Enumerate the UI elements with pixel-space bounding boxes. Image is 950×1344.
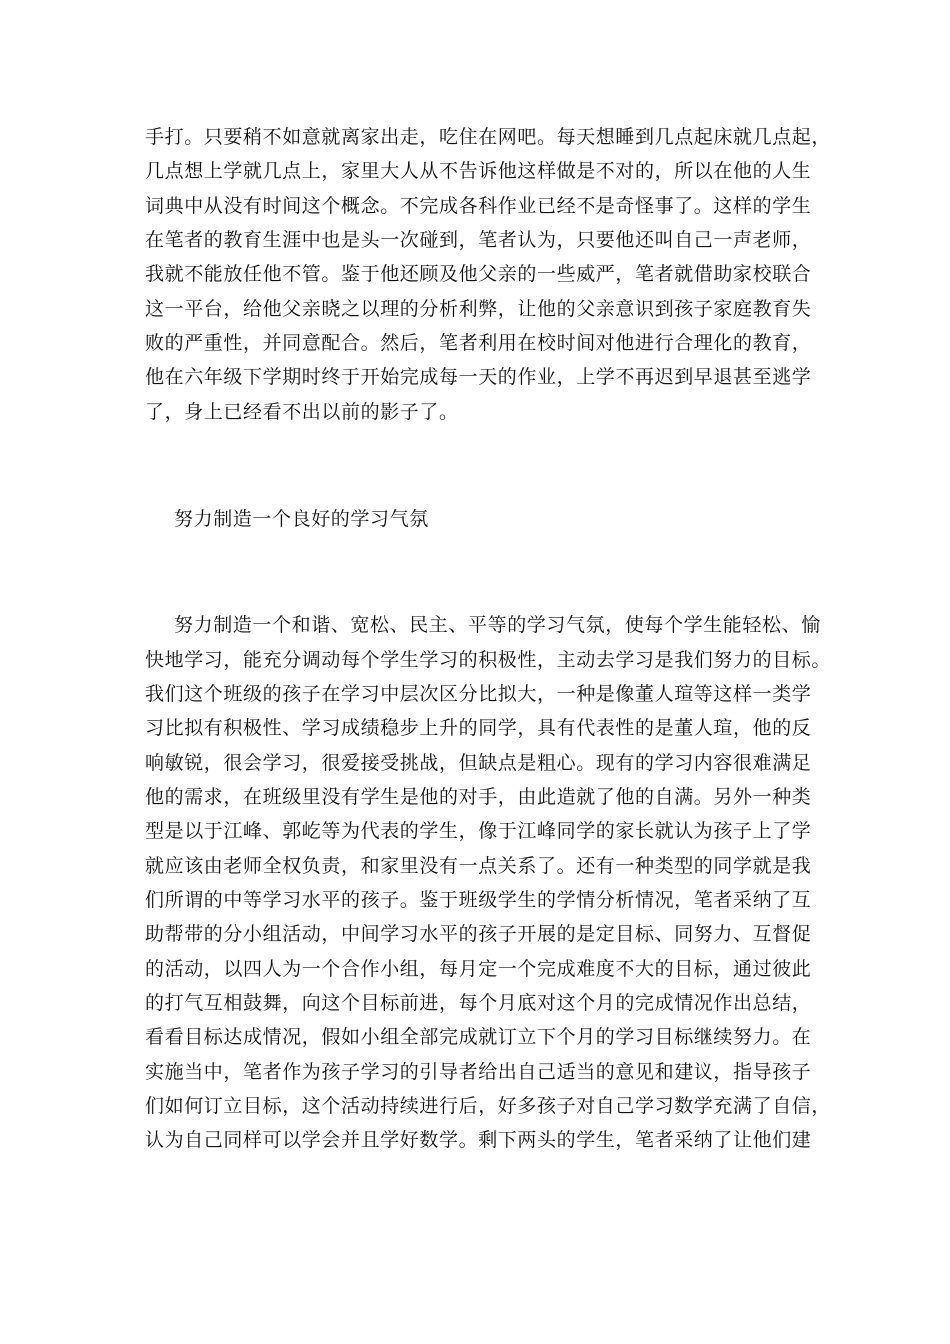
paragraph-2-line-13: 看看目标达成情况，假如小组全部完成就订立下个月的学习目标继续努力。在 [145,1026,812,1048]
paragraph-2-line-6: 他的需求，在班级里没有学生是他的对手，由此造就了他的自满。另外一种类 [145,786,812,808]
paragraph-1-line-9: 了，身上已经看不出以前的影子了。 [145,401,459,423]
paragraph-2-line-11: 的活动，以四人为一个合作小组，每月定一个完成难度不大的目标，通过彼此 [145,958,812,980]
paragraph-2-line-5: 响敏锐，很会学习，很爱接受挑战，但缺点是粗心。现有的学习内容很难满足 [145,752,812,774]
paragraph-1-line-7: 败的严重性，并同意配合。然后，笔者利用在校时间对他进行合理化的教育， [145,332,812,354]
paragraph-1-line-4: 在笔者的教育生涯中也是头一次碰到，笔者认为，只要他还叫自己一声老师， [145,229,812,251]
paragraph-2-line-7: 型是以于江峰、郭屹等为代表的学生，像于江峰同学的家长就认为孩子上了学 [145,820,812,842]
paragraph-2-line-2: 快地学习，能充分调动每个学生学习的积极性，主动去学习是我们努力的目标。 [145,649,832,671]
paragraph-1-line-8: 他在六年级下学期时终于开始完成每一天的作业，上学不再迟到早退甚至逃学 [145,366,812,388]
paragraph-2-line-1: 努力制造一个和谐、宽松、民主、平等的学习气氛，使每个学生能轻松、愉 [174,614,821,636]
section-heading: 努力制造一个良好的学习气氛 [174,508,429,530]
paragraph-2-line-10: 助帮带的分小组活动，中间学习水平的孩子开展的是定目标、同努力、互督促 [145,923,812,945]
paragraph-2-line-9: 们所谓的中等学习水平的孩子。鉴于班级学生的学情分析情况，笔者采纳了互 [145,889,812,911]
paragraph-1-line-2: 几点想上学就几点上，家里大人从不告诉他这样做是不对的，所以在他的人生 [145,160,812,182]
paragraph-2-line-3: 我们这个班级的孩子在学习中层次区分比拟大，一种是像董人瑄等这样一类学 [145,683,812,705]
paragraph-2-line-8: 就应该由老师全权负责，和家里没有一点关系了。还有一种类型的同学就是我 [145,855,812,877]
paragraph-1-line-5: 我就不能放任他不管。鉴于他还顾及他父亲的一些威严，笔者就借助家校联合 [145,263,812,285]
paragraph-2-line-14: 实施当中，笔者作为孩子学习的引导者给出自己适当的意见和建议，指导孩子 [145,1061,812,1083]
paragraph-2-line-12: 的打气互相鼓舞，向这个目标前进，每个月底对这个月的完成情况作出总结， [145,992,812,1014]
paragraph-2-line-4: 习比拟有积极性、学习成绩稳步上升的同学，具有代表性的是董人瑄，他的反 [145,717,812,739]
paragraph-1-line-1: 手打。只要稍不如意就离家出走，吃住在网吧。每天想睡到几点起床就几点起， [145,126,832,148]
paragraph-2-line-15: 们如何订立目标，这个活动持续进行后，好多孩子对自己学习数学充满了自信， [145,1095,832,1117]
paragraph-2-line-16: 认为自己同样可以学会并且学好数学。剩下两头的学生，笔者采纳了让他们建 [145,1129,812,1151]
paragraph-1-line-6: 这一平台，给他父亲晓之以理的分析利弊，让他的父亲意识到孩子家庭教育失 [145,298,812,320]
paragraph-1-line-3: 词典中从没有时间这个概念。不完成各科作业已经不是奇怪事了。这样的学生 [145,195,812,217]
